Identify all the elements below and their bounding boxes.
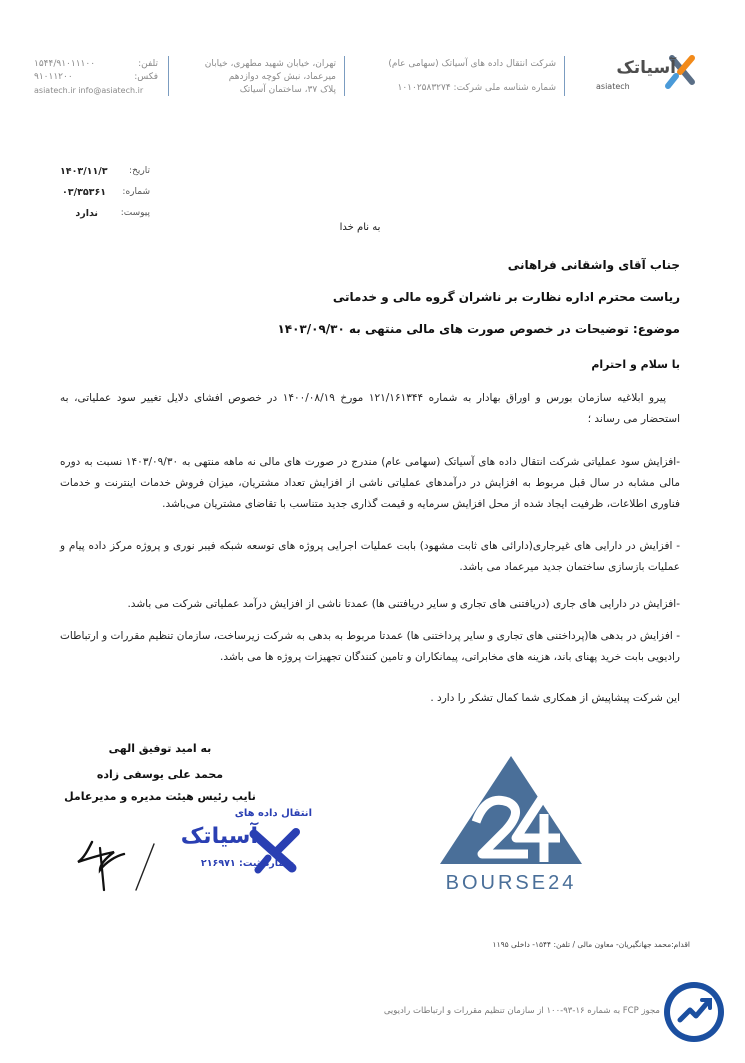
attachment-label: پیوست: [120, 208, 150, 218]
address-line-3: پلاک ۳۷، ساختمان آسیاتک [239, 85, 336, 95]
paragraph-operating-profit: -افزایش سود عملیاتی شرکت انتقال داده های آسیاتک (سهامی عام) مندرج در صورت های مالی نه ماهه منتهی به ۱۴۰۳/۰۹/۳۰ نسبت به دوره مالی مشابه در سال قبل مربوط به افزایش در درآمدهای عملیاتی ناشی از افزایش تعداد مشتریان، میزان فروش خدمات اینترنت و خدمات فناوری اطلاعات، ظرفیت ایجاد شده از محل افزایش سرمایه و قیمت گذاری جدید متناسب با تقاضای مشتریان می‌باشد. [60, 456, 681, 510]
trend-arrow-icon [662, 980, 726, 1044]
paragraph-current-assets: -افزایش در دارایی های جاری (دریافتنی های تجاری و سایر دریافتنی ها) عمدتا ناشی از افزایش درآمد عملیاتی شرکت می باشد. [127, 598, 680, 610]
fax-value: ۹۱۰۱۱۲۰۰ [34, 72, 73, 82]
bourse24-triangle-icon [436, 752, 586, 872]
date-value: ۱۴۰۳/۱۱/۳ [60, 166, 108, 177]
header-divider-3 [168, 56, 169, 96]
handwritten-signature [70, 830, 170, 900]
stamp-line-1: انتقال داده های [234, 808, 312, 819]
number-label: شماره: [122, 187, 150, 197]
paragraph-noncurrent-assets: - افزایش در دارایی های غیرجاری(دارائی های ثابت مشهود) بابت عملیات اجرایی پروژه های توسعه شبکه فیبر نوری و پروژه مرکز داده پیام و عملیات بازسازی ساختمان جدید میرعماد می باشد. [60, 540, 680, 573]
bourse24-text: BOURSE24 [445, 872, 577, 894]
recipient-title: ریاست محترم اداره نظارت بر ناشران گروه مالی و خدماتی [332, 290, 680, 304]
stamp-line-3: شماره ثبت: ۲۱۶۹۷۱ [200, 858, 294, 869]
header-divider-2 [344, 56, 345, 96]
logo-name: آسیاتک [616, 58, 676, 78]
stamp-line-2: آسیاتک [180, 824, 258, 849]
company-name: شرکت انتقال داده های آسیاتک (سهامی عام) [388, 59, 556, 69]
attachment-value: ندارد [75, 208, 98, 219]
phone-value: ۱۵۴۴/۹۱۰۱۱۱۰۰ [34, 59, 96, 69]
letter-subject: موضوع: توضیحات در خصوص صورت های مالی منتهی به ۱۴۰۳/۰۹/۳۰ [277, 322, 680, 336]
fax-label: فکس: [134, 72, 158, 82]
date-label: تاریخ: [129, 166, 150, 176]
company-stamp [174, 806, 314, 882]
signature-closing: به امید توفیق الهی [108, 742, 212, 755]
paragraph-intro: پیرو ابلاغیه سازمان بورس و اوراق بهادار به شماره ۱۲۱/۱۶۱۳۴۴ مورخ ۱۴۰۰/۰۸/۱۹ در خصوص افشای دلایل تغییر سود عملیاتی، به استحضار می رساند ؛ [60, 392, 680, 425]
address-line-2: میرعماد، نبش کوچه دوازدهم [228, 72, 336, 82]
license-note: مجوز FCP به شماره ۱۶-۹۳-۱۰۰ از سازمان تنظیم مقررات و ارتباطات رادیویی [383, 1006, 660, 1016]
company-national-id: شماره شناسه ملی شرکت: ۱۰۱۰۲۵۸۳۲۷۴ [397, 83, 556, 93]
paragraph-thanks: این شرکت پیشاپیش از همکاری شما کمال تشکر را دارد . [430, 692, 680, 704]
website-email: asiatech.ir info@asiatech.ir [34, 86, 144, 95]
number-value: ۰۳/۳۵۳۶۱ [62, 187, 107, 198]
signature-scribble-icon [70, 830, 170, 900]
signatory-title: نایب رئیس هیئت مدیره و مدیرعامل [64, 790, 256, 803]
basmala: به نام خدا [339, 222, 381, 233]
letter-greeting: با سلام و احترام [591, 358, 680, 371]
header-divider-1 [564, 56, 565, 96]
bourse24-watermark [436, 752, 586, 900]
phone-label: تلفن: [138, 59, 158, 69]
recipient-name: جناب آقای واشقانی فراهانی [507, 258, 680, 272]
bourse24-badge [662, 980, 726, 1044]
paragraph-liabilities: - افزایش در بدهی ها(پرداختنی های تجاری و سایر پرداختنی ها) عمدتا مربوط به بدهی به شرکت زیرساخت، سازمان تنظیم مقررات و ارتباطات رادیویی بابت خرید پهنای باند، هزینه های مخابراتی، پیمانکاران و تامین کنندگان تجهیزات پروژه ها می باشد. [60, 630, 680, 663]
address-line-1: تهران، خیابان شهید مطهری، خیابان [204, 59, 336, 69]
signatory-name: محمد علی یوسفی زاده [96, 768, 224, 781]
logo-latin: asiatech [596, 82, 630, 91]
action-note: اقدام:محمد جهانگیریان- معاون مالی / تلفن: ۱۵۴۴- داخلی ۱۱۹۵ [492, 940, 690, 949]
